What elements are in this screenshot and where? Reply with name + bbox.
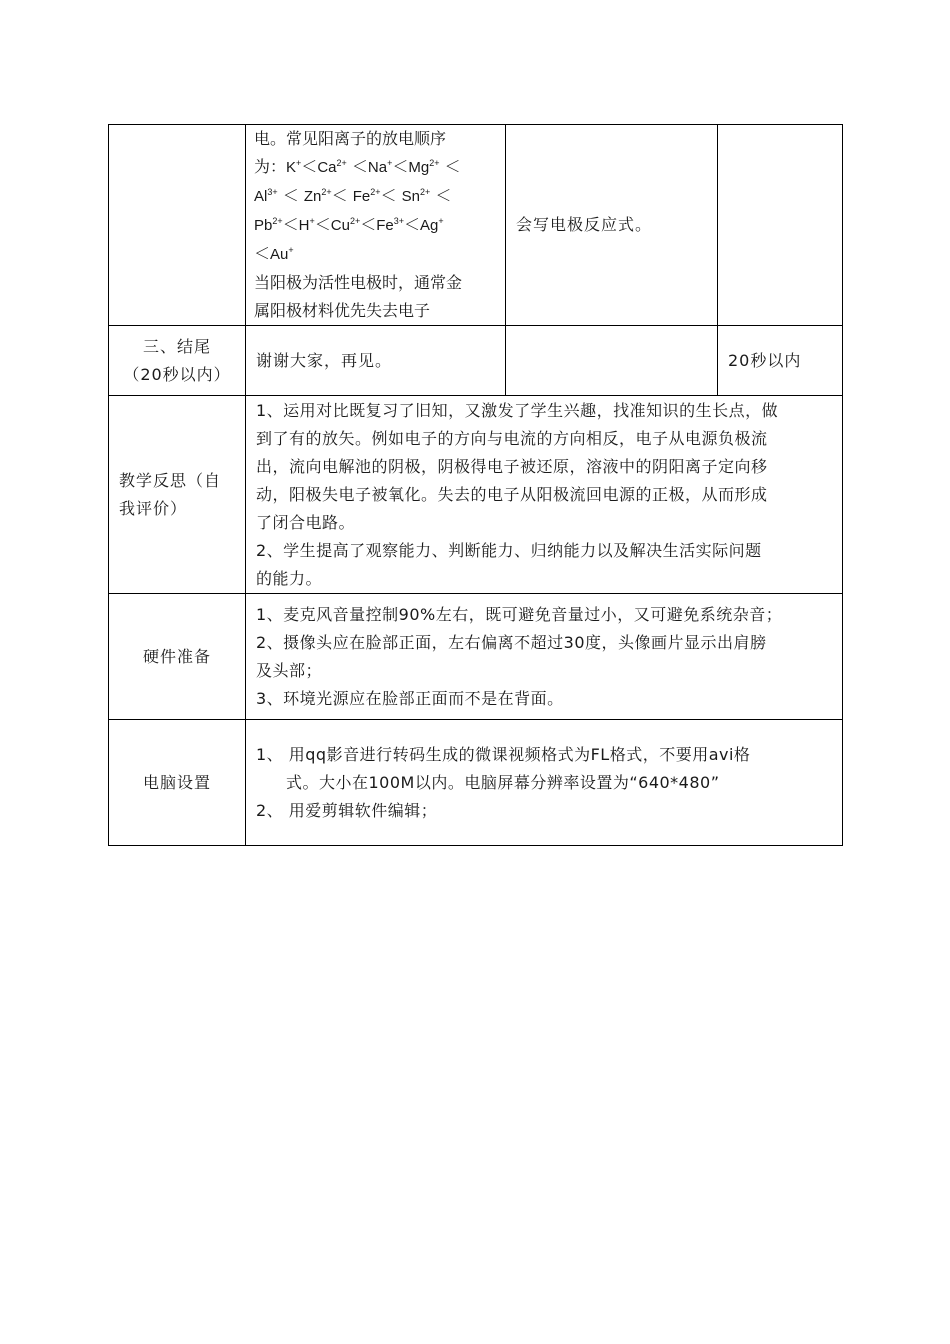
reflection-line-5: 了闭合电路。 <box>256 512 356 532</box>
ion-sn: $Sn^{2+}$ <box>401 187 431 205</box>
row1-time-cell <box>718 125 843 326</box>
ending-label-line-1: 三、结尾 <box>142 336 211 356</box>
discharge-order-cell <box>246 125 506 326</box>
ending-label-line-2: （20秒以内） <box>123 364 231 384</box>
objective-cell: 会写电极反应式。 <box>506 125 718 326</box>
active-electrode-line-1: 当阳极为活性电极时，通常金 <box>254 273 463 292</box>
lt-symbol: ＜ <box>435 186 452 205</box>
table-row <box>109 125 843 326</box>
lt-symbol: ＜ <box>331 186 348 205</box>
computer-settings-label-cell: 电脑设置 <box>109 720 246 846</box>
computer-settings-content-cell <box>246 720 843 846</box>
lt-symbol: ＜ <box>301 157 318 176</box>
hardware-line-2: 2、摄像头应在脸部正面，左右偏离不超过30度，头像画片显示出肩膀 <box>256 632 767 652</box>
lt-symbol: ＜ <box>444 157 461 176</box>
ending-objective-cell <box>506 326 718 396</box>
ion-h: H+ <box>298 216 315 234</box>
ion-ag: Ag+ <box>420 216 444 234</box>
table-row <box>109 326 843 396</box>
reflection-line-1: 1、运用对比既复习了旧知，又激发了学生兴趣，找准知识的生长点，做 <box>256 400 779 420</box>
reflection-line-3: 出，流向电解池的阴极，阴极得电子被还原，溶液中的阴阳离子定向移 <box>256 456 768 476</box>
ion-na: Na+ <box>367 158 393 176</box>
settings-item-1-line-2: 式。大小在100M以内。电脑屏幕分辨率设置为“640*480” <box>286 772 720 792</box>
lt-symbol: ＜ <box>314 215 331 234</box>
row1-label-cell <box>109 125 246 326</box>
settings-item-2: 2、 用爱剪辑软件编辑； <box>256 800 438 820</box>
lt-symbol: ＜ <box>282 186 299 205</box>
discharge-line-1: 电。常见阳离子的放电顺序 <box>254 129 447 148</box>
hardware-line-4: 3、环境光源应在脸部正面而不是在背面。 <box>256 688 564 708</box>
discharge-line-5 <box>254 240 497 269</box>
ion-au: Au+ <box>270 245 294 263</box>
table-row <box>109 396 843 594</box>
lt-symbol: ＜ <box>254 244 271 263</box>
lt-symbol: ＜ <box>392 157 409 176</box>
active-electrode-line-2: 属阳极材料优先失去电子 <box>254 301 431 320</box>
lt-symbol: ＜ <box>351 157 368 176</box>
hardware-content-cell <box>246 594 843 720</box>
order-prefix: 为： <box>254 157 287 176</box>
reflection-content-cell <box>246 396 843 594</box>
table-row <box>109 720 843 846</box>
ion-ca: $Ca^{2+}$ <box>317 158 347 176</box>
reflection-label-line-1: 教学反思（自 <box>119 470 222 490</box>
ending-content-cell: 谢谢大家，再见。 <box>246 326 506 396</box>
ion-pb: $Pb^{2+}$ <box>254 216 283 234</box>
lt-symbol: ＜ <box>404 215 421 234</box>
settings-item-1-line-1: 1、 用qq影音进行转码生成的微课视频格式为FL格式，不要用avi格 <box>256 744 751 764</box>
hardware-line-3: 及头部； <box>256 660 323 680</box>
ion-mg: $Mg^{2+}$ <box>408 158 440 176</box>
ion-cu: $Cu^{2+}$ <box>330 216 361 234</box>
lt-symbol: ＜ <box>360 215 377 234</box>
ion-k: K+ <box>286 158 302 176</box>
discharge-line-4 <box>254 211 497 240</box>
discharge-line-3 <box>254 182 497 211</box>
hardware-label-cell: 硬件准备 <box>109 594 246 720</box>
reflection-line-6: 2、学生提高了观察能力、判断能力、归纳能力以及解决生活实际问题 <box>256 540 762 560</box>
lt-symbol: ＜ <box>282 215 299 234</box>
lesson-plan-table <box>108 124 843 846</box>
ending-time-cell: 20秒以内 <box>718 326 843 396</box>
table-row <box>109 594 843 720</box>
reflection-label-line-2: 我评价） <box>119 498 188 518</box>
ion-zn: $Zn^{2+}$ <box>303 187 332 205</box>
lt-symbol: ＜ <box>380 186 397 205</box>
reflection-line-7: 的能力。 <box>256 568 323 588</box>
reflection-line-2: 到了有的放矢。例如电子的方向与电流的方向相反，电子从电源负极流 <box>256 428 768 448</box>
reflection-line-4: 动，阳极失电子被氧化。失去的电子从阳极流回电源的正极，从而形成 <box>256 484 768 504</box>
ion-fe2: $Fe^{2+}$ <box>352 187 381 205</box>
ion-fe3: $Fe^{3+}$ <box>376 216 405 234</box>
hardware-line-1: 1、麦克风音量控制90%左右，既可避免音量过小，又可避免系统杂音； <box>256 604 783 624</box>
discharge-line-2 <box>254 153 497 182</box>
reflection-label-cell <box>109 396 246 594</box>
ion-al: $Al^{3+}$ <box>254 187 278 205</box>
ending-label-cell <box>109 326 246 396</box>
